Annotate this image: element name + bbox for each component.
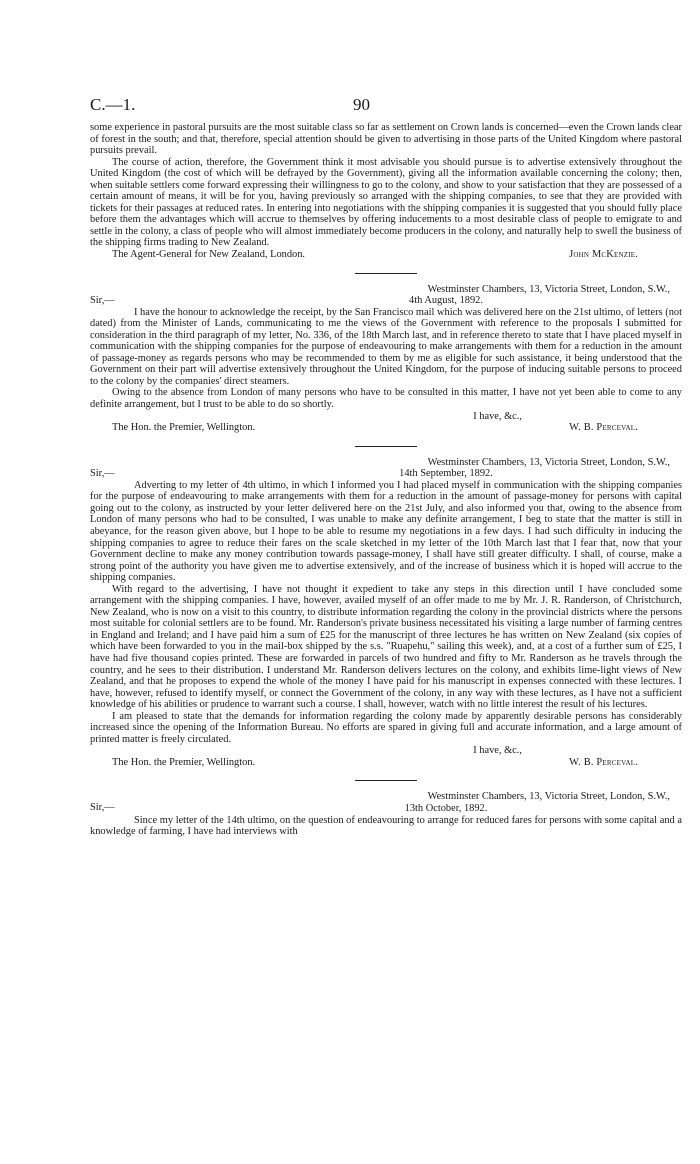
sign-off [90, 249, 682, 261]
salutation: Sir,— [90, 802, 115, 814]
signature: John McKenzie. [569, 249, 638, 261]
salutation: Sir,— [90, 467, 115, 479]
signature: W. B. Perceval. [569, 756, 638, 768]
addressee: The Hon. the Premier, Wellington. [112, 422, 256, 434]
paragraph: The course of action, therefore, the Government think it most advisable you should pursue is to advertise extensively throughout the United Kingdom (the cost of which will be defrayed by the Government), giving all the information available concerning the colony; then, when suitable settlers come forward expressing their willingness to go to the colony, and show to your satisfaction that they are possessed of a certain amount of means, it will be for you, having previously so arranged with the shipping companies, to see that they are provided with tickets for their passages at reduced rates. In entering into negotiations with the shipping companies it is suggested that you should fully place before them the advantages which will accrue to themselves by offering inducements to a most desirable class of people to emigrate to and settle in the colony, a class of people who will almost immediately become producers in the colony, and naturally help to swell the business of the shipping firms trading to New Zealand. [90, 156, 682, 249]
letter-date: 13th October, 1892. [404, 802, 488, 814]
paragraph: Owing to the absence from London of many persons who have to be consulted in this matter, I have not yet been able to come to any definite arrangement, but I trust to be able to do so shortly. [90, 387, 682, 411]
closing: I have, &c., [473, 745, 522, 757]
sender-address: Westminster Chambers, 13, Victoria Street, London, S.W., [427, 456, 670, 468]
paragraph: Since my letter of the 14th ultimo, on the question of endeavouring to arrange for reduced fares for persons with some capital and a knowledge of farming, I have had interviews with [90, 814, 682, 838]
series-label: C.—1. [90, 95, 136, 114]
sign-off [90, 757, 682, 769]
letter-heading [90, 791, 682, 814]
paragraph: I am pleased to state that the demands for information regarding the colony made by apparently desirable persons has considerably increased since the opening of the Information Bureau. No efforts are spared in giving full and accurate information, and a large amount of printed matter is freely circulated. [90, 710, 682, 745]
addressee: The Agent-General for New Zealand, London. [112, 249, 306, 261]
sender-address: Westminster Chambers, 13, Victoria Street, London, S.W., [427, 283, 670, 295]
paragraph: some experience in pastoral pursuits are the most suitable class so far as settlement on Crown lands is concerned—even the Crown lands clear of forest in the south; and that, therefore, special attention should be given to advertising in those parts of the United Kingdom where pastoral pursuits prevail. [90, 122, 682, 157]
sign-off [90, 422, 682, 434]
document-body [90, 122, 682, 838]
sender-address: Westminster Chambers, 13, Victoria Street, London, S.W., [427, 791, 670, 803]
closing: I have, &c., [473, 410, 522, 422]
signature: W. B. Perceval. [569, 422, 638, 434]
separator-rule [355, 273, 417, 274]
separator-rule [355, 446, 417, 447]
salutation: Sir,— [90, 294, 115, 306]
letter-heading [90, 284, 682, 307]
paragraph: Adverting to my letter of 4th ultimo, in which I informed you I had placed myself in communication with the shipping companies for the purpose of endeavouring to make arrangements with them for a reduction in the amount of passage-money for persons with capital going out to the colony, as instructed by your letter delivered here on the 21st July, and also informed you that, owing to the absence from London of many persons who had to be consulted, I was unable to make any definite arrangement, I beg to state that the matter is still in abeyance, for the reason given above, but I hope to be able to resume my negotiations in a few days. I had such difficulty in inducing the shipping companies to agree to reduce their fares on the scale sketched in my letter of the 10th March last that I fear that, now that your Government decline to make any money contribution towards passage-money, I shall have still greater difficulty. I shall, of course, make a strong point of the authority you have given me to advertise extensively, and of the increase of business which it is hoped will accrue to the shipping companies. [90, 479, 682, 584]
addressee: The Hon. the Premier, Wellington. [112, 756, 256, 768]
letter-date: 14th September, 1892. [399, 468, 493, 480]
paragraph: With regard to the advertising, I have not thought it expedient to take any steps in this direction until I have concluded some arrangement with the shipping companies. I have, however, availed myself of an offer made to me by Mr. J. R. Randerson, of Christchurch, New Zealand, who is now on a visit to this country, to distribute information regarding the colony in the provincial districts where the persons most suitable for colonial settlers are to be found. Mr. Randerson's private business necessitated his visiting a large number of farming centres in England and Ireland; and I have paid him a sum of £25 for the manuscript of three lectures he has written on New Zealand (six copies of which have been forwarded to you in the mail-box shipped by the s.s. "Ruapehu," sailing this week), and, at a cost of a further sum of £25, I have had five thousand copies printed. These are forwarded in parcels of two hundred and fifty to Mr. Randerson as he travels through the country, and he sees to their distribution. I understand Mr. Randerson delivers lectures on the colony, and exhibits lime-light views of New Zealand, and that he proposes to expend the whole of the money I have paid for his manuscript in expenses connected with these lectures. I have, however, refused to identify myself, or connect the Government of the colony, in any way with these lectures, as I have not a sufficient knowledge of his abilities or prudence to warrant such a course. I shall, however, watch with no little interest the result of his lectures. [90, 583, 682, 711]
paragraph: I have the honour to acknowledge the receipt, by the San Francisco mail which was delivered here on the 21st ultimo, of letters (not dated) from the Minister of Lands, communicating to me the views of the Government with reference to the proposals I submitted for consideration in the third paragraph of my letter, No. 336, of the 18th March last, and in reference thereto to state that I have placed myself in communication with the shipping companies for the purpose of endeavouring to make arrangements with them for a reduction in the amount of passage-money as regards persons who may be recommended to them by me as eligible for such assistance, it being understood that the Government on their part will advertise extensively throughout the United Kingdom, for the purpose of inducing suitable persons to proceed to the colony by the companies' direct steamers. [90, 306, 682, 387]
letter-date: 4th August, 1892. [409, 295, 483, 307]
letter-heading [90, 457, 682, 480]
page-number: 90 [353, 95, 370, 114]
separator-rule [355, 780, 417, 781]
